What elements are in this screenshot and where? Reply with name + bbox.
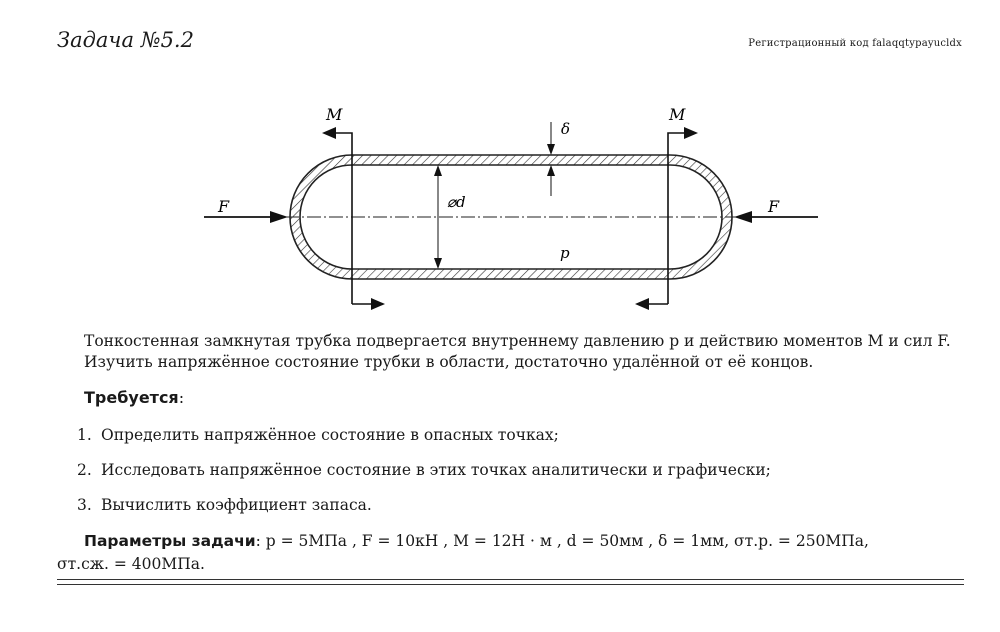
force-left-arrow — [270, 211, 288, 223]
list-item-number: 2. — [77, 461, 92, 479]
label-M-left: M — [326, 105, 343, 124]
label-diameter: ⌀d — [447, 193, 466, 211]
label-F-left: F — [218, 197, 230, 216]
description-line-1: Тонкостенная замкнутая трубка подвергается внутреннему давлению p и действию моментов M и сил F. — [84, 332, 951, 350]
diameter-arrow-top — [434, 165, 442, 176]
problem-description — [84, 331, 964, 373]
list-item-text: Определить напряжённое состояние в опасных точках; — [101, 426, 559, 444]
registration-code: Регистрационный код falaqqtypayucldx — [748, 38, 962, 49]
list-item — [77, 461, 771, 496]
list-item-number: 3. — [77, 496, 92, 514]
label-F-right: F — [768, 197, 780, 216]
divider-top — [57, 579, 964, 580]
list-item — [77, 496, 771, 531]
label-pressure: p — [560, 244, 570, 262]
moment-right-arrow-bottom — [635, 298, 649, 310]
diameter-arrow-bottom — [434, 258, 442, 269]
label-delta: δ — [561, 120, 571, 138]
list-item-text: Исследовать напряжённое состояние в этих точках аналитически и графически; — [101, 461, 771, 479]
divider-bottom — [57, 584, 964, 585]
description-line-2: Изучить напряжённое состояние трубки в области, достаточно удалённой от её концов. — [84, 353, 814, 371]
parameters-heading: Параметры задачи — [84, 532, 256, 550]
requirements-list — [77, 426, 771, 531]
moment-left-arrow-bottom — [371, 298, 385, 310]
parameters-line-2: σт.сж. = 400МПа. — [57, 555, 205, 573]
task-title: Задача №5.2 — [57, 28, 194, 52]
delta-arrow-top — [547, 144, 555, 155]
list-item-text: Вычислить коэффициент запаса. — [101, 496, 372, 514]
parameters-values: p = 5МПа , F = 10кН , M = 12Н · м , d = 50мм , δ = 1мм, σт.р. = 250МПа, — [265, 532, 869, 550]
requirements-heading: Требуется: — [84, 388, 185, 407]
requirements-heading-label: Требуется — [84, 388, 179, 407]
parameters-line-1: Параметры задачи: p = 5МПа , F = 10кН , M = 12Н · м , d = 50мм , δ = 1мм, σт.р. = 250МПа, — [84, 532, 869, 550]
label-M-right: M — [669, 105, 686, 124]
moment-right-arrow-top — [684, 127, 698, 139]
list-item — [77, 426, 771, 461]
list-item-number: 1. — [77, 426, 92, 444]
delta-arrow-bottom — [547, 165, 555, 176]
moment-left-arrow-top — [322, 127, 336, 139]
force-right-arrow — [734, 211, 752, 223]
